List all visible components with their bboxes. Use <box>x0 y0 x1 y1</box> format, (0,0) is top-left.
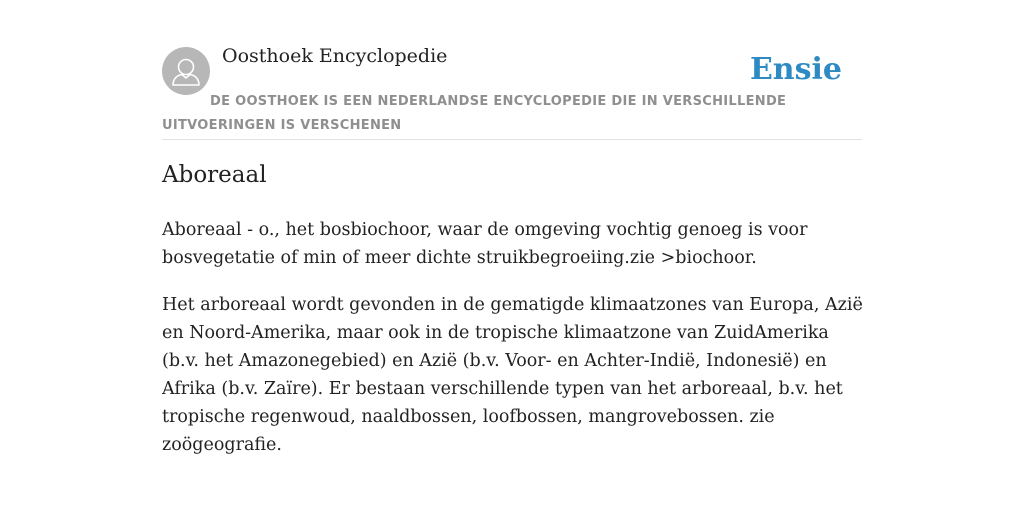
brand-logo[interactable]: Ensie <box>749 52 842 87</box>
site-tagline: DE OOSTHOEK IS EEN NEDERLANDSE ENCYCLOPEDIE DIE IN VERSCHILLENDE UITVOERINGEN IS VERSCHENEN <box>162 94 787 133</box>
avatar[interactable] <box>162 47 210 95</box>
site-name[interactable]: Oosthoek Encyclopedie <box>222 45 448 67</box>
site-header <box>162 0 862 140</box>
article-paragraph: Aboreaal - o., het bosbiochoor, waar de omgeving vochtig genoeg is voor bosvegetatie of min of meer dichte struikbegroeiing.zie >biochoor. <box>162 220 808 268</box>
user-silhouette-icon <box>162 47 210 95</box>
content-container <box>162 0 863 455</box>
article-paragraph: Het arboreaal wordt gevonden in de gematigde klimaatzones van Europa, Azië en Noord-Amerika, maar ook in de tropische klimaatzone van ZuidAmerika (b.v. het Amazonegebied) en Azië (b.v. Voor- en Achter-Indië, Indonesië) en Afrika (b.v. Zaïre). Er bestaan verschillende typen van het arboreaal, b.v. het tropische regenwoud, naaldbossen, loofbossen, mangrovebossen. zie zoögeografie. <box>162 295 863 455</box>
article-title: Aboreaal <box>162 162 267 188</box>
